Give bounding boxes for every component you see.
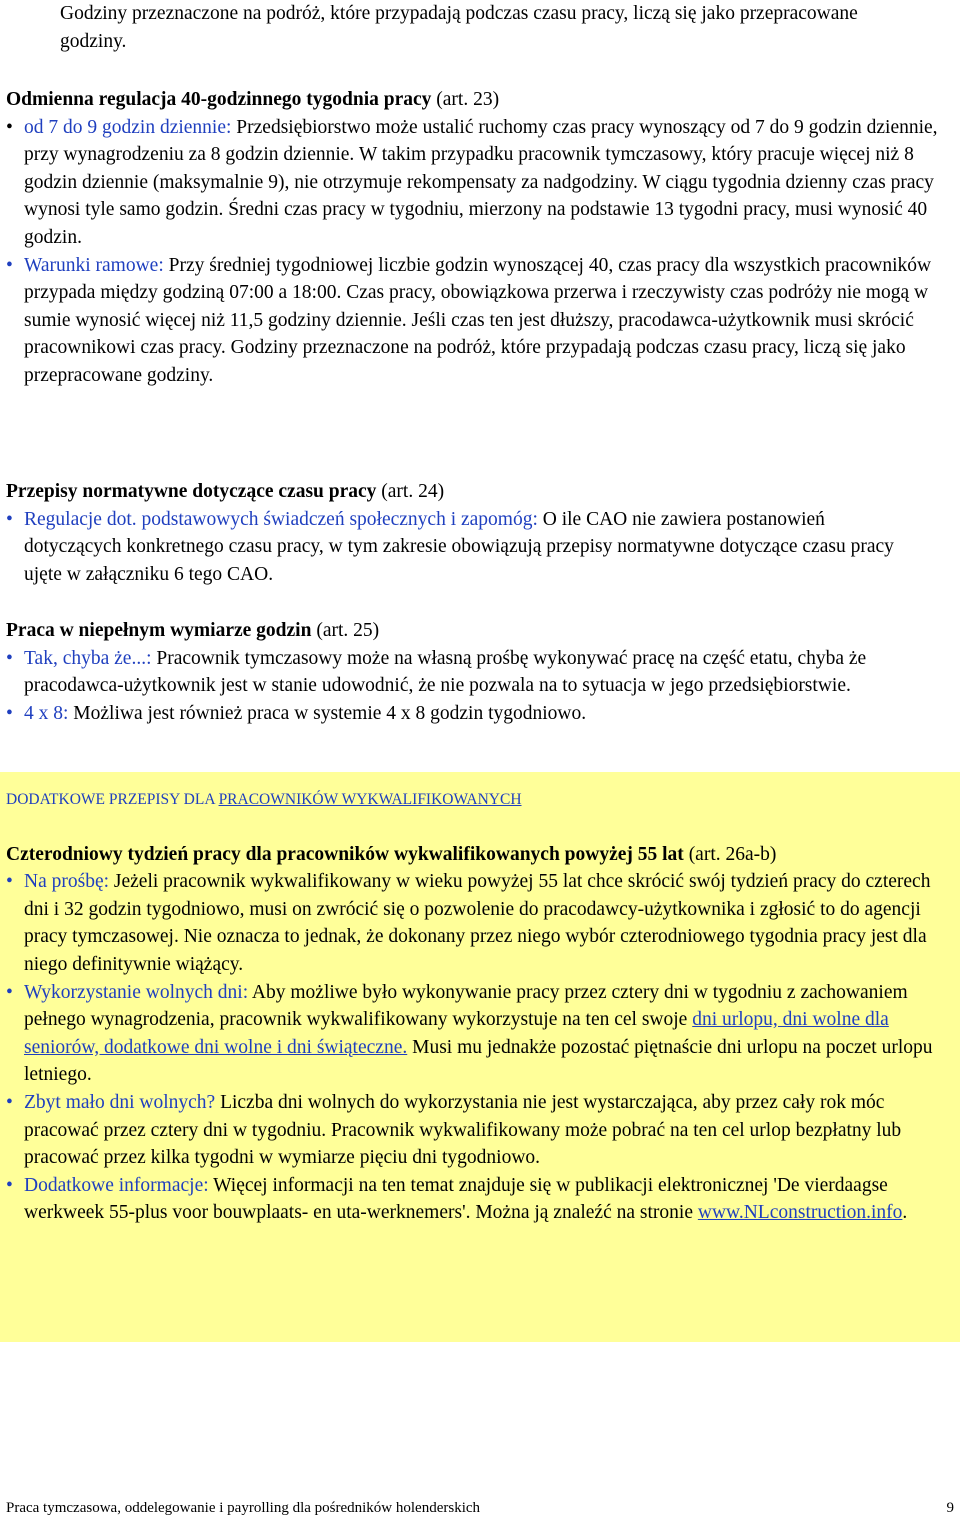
nlconstruction-link[interactable]: www.NLconstruction.info <box>697 1202 903 1224</box>
bullet-extra-3-text: Liczba dni wolnych do wykorzystania nie jest wystarczająca, aby przez cały rok móc pracować przez cztery dni w tygodniu. Pracownik wykwalifikowany może pobrać na ten cel urlop bezpłatny lub pracować przez kilka tygodni w wymiarze pięciu dni tygodniowo. <box>24 1091 902 1169</box>
intro-block <box>0 0 960 55</box>
bullet-dot: • <box>6 254 13 276</box>
bullet-art24-1-label: Regulacje dot. podstawowych świadczeń społecznych i zapomóg: <box>24 508 538 530</box>
extra-section-subheading <box>0 841 960 869</box>
section-art25 <box>0 617 960 727</box>
bullet-art25-2-label: 4 x 8: <box>24 702 69 724</box>
section-art24 <box>0 478 960 588</box>
bullet-art25-2 <box>2 700 960 728</box>
section-art25-heading <box>0 617 960 645</box>
bullet-extra-2-text-before: Aby możliwe było wykonywanie pracy przez cztery dni w tygodniu z zachowaniem pełnego wynagrodzenia, pracownik wykwalifikowany wykorzystuje na ten cel swoje <box>24 981 908 1031</box>
bullet-art23-1-text: Przedsiębiorstwo może ustalić ruchomy czas pracy wynoszący od 7 do 9 godzin dziennie, przy wynagrodzeniu za 8 godzin dziennie. W takim przypadku pracownik tymczasowy, który pracuje więcej niż 8 godzin dziennie (maksymalnie 9), nie otrzymuje rekompensaty za nadgodziny. W ciągu tygodnia dzienny czas pracy wynosi tyle samo godzin. Średni czas pracy w tygodniu, mierzony na podstawie 13 tygodni pracy, musi wynosić 40 godzin. <box>24 116 938 248</box>
bullet-dot: • <box>6 116 13 138</box>
section-art24-title: Przepisy normatywne dotyczące czasu pracy <box>6 481 377 502</box>
section-art23-heading <box>0 86 960 114</box>
section-art23-title: Odmienna regulacja 40-godzinnego tygodnia pracy <box>6 89 432 110</box>
extra-section-title <box>0 786 960 814</box>
section-art24-heading <box>0 478 960 506</box>
bullet-art25-2-text: Możliwa jest również praca w systemie 4 x 8 godzin tygodniowo. <box>73 702 587 724</box>
bullet-extra-1-label: Na prośbę: <box>24 871 110 893</box>
bullet-dot: • <box>6 508 13 530</box>
bullet-extra-2-text-after: Musi mu jednakże pozostać piętnaście dni urlopu na poczet urlopu letniego. <box>24 1036 933 1086</box>
extra-section-title-part2: PRACOWNIKÓW WYKWALIFIKOWANYCH <box>218 791 522 808</box>
section-art23 <box>0 86 960 390</box>
section-art23-article: (art. 23) <box>436 89 500 110</box>
bullet-extra-1-text: Jeżeli pracownik wykwalifikowany w wieku powyżej 55 lat chce skrócić swój tydzień pracy do czterech dni i 32 godzin tygodniowo, musi on zwrócić się o pozwolenie do pracodawcy-użytkownika i zgłosić to do agencji pracy tymczasowej. Nie oznacza to jednak, że dokonany przez niego wybór czterodniowego tygodnia pracy jest dla niego definitywnie wiążący. <box>24 871 931 975</box>
bullet-extra-4-text-before: Więcej informacji na ten temat znajduje się w publikacji elektronicznej 'De vierdaagse werkweek 55-plus voor bouwplaats- en uta-werknemers'. Można ją znaleźć na stronie <box>24 1174 888 1224</box>
bullet-art23-2 <box>2 252 960 390</box>
page-number: 9 <box>946 1500 954 1516</box>
bullet-dot: • <box>6 1174 13 1196</box>
footer-title: Praca tymczasowa, oddelegowanie i payrolling dla pośredników holenderskich <box>6 1500 481 1516</box>
bullet-art24-1 <box>2 506 960 589</box>
extra-section-article: (art. 26a-b) <box>688 843 777 865</box>
bullet-extra-4-label: Dodatkowe informacje: <box>24 1174 209 1196</box>
bullet-extra-2 <box>2 979 960 1089</box>
bullet-art24-1-text: O ile CAO nie zawiera postanowień dotyczących konkretnego czasu pracy, w tym zakresie obowiązują przepisy normatywne dotyczące czasu pracy ujęte w załączniku 6 tego CAO. <box>24 508 894 585</box>
page-footer <box>6 1498 954 1518</box>
extra-section <box>0 786 960 1227</box>
bullet-art23-2-label: Warunki ramowe: <box>24 254 164 276</box>
bullet-extra-4-text-after: . <box>902 1202 908 1224</box>
section-art24-article: (art. 24) <box>381 481 445 502</box>
bullet-art25-1-text: Pracownik tymczasowy może na własną prośbę wykonywać pracę na część etatu, chyba że pracodawca-użytkownik jest w stanie udowodnić, że nie pozwala na to sytuacja w jego przedsiębiorstwie. <box>24 647 867 697</box>
bullet-extra-3 <box>2 1089 960 1172</box>
bullet-dot: • <box>6 981 13 1003</box>
bullet-art23-2-text: Przy średniej tygodniowej liczbie godzin wynoszącej 40, czas pracy dla wszystkich pracowników przypada między godziną 07:00 a 18:00. Czas pracy, obowiązkowa przerwa i rzeczywisty czas podróży nie mogą w sumie wynosić więcej niż 11,5 godziny dziennie. Jeśli czas ten jest dłuższy, pracodawca-użytkownik musi skrócić pracownikowi czas pracy. Godziny przeznaczone na podróż, które przypadają podczas czasu pracy, liczą się jako przepracowane godziny. <box>24 254 932 386</box>
bullet-dot: • <box>6 1091 13 1113</box>
bullet-extra-3-label: Zbyt mało dni wolnych? <box>24 1091 216 1113</box>
bullet-extra-2-label: Wykorzystanie wolnych dni: <box>24 981 249 1003</box>
bullet-dot: • <box>6 647 13 669</box>
intro-text: Godziny przeznaczone na podróż, które przypadają podczas czasu pracy, liczą się jako przepracowane godziny. <box>60 3 858 52</box>
section-art25-article: (art. 25) <box>316 620 380 641</box>
bullet-art23-1 <box>2 114 960 252</box>
extra-section-subtitle: Czterodniowy tydzień pracy dla pracowników wykwalifikowanych powyżej 55 lat <box>6 843 684 865</box>
bullet-extra-1 <box>2 868 960 978</box>
holidays-link[interactable]: dni urlopu, dni wolne dla seniorów, dodatkowe dni wolne i dni świąteczne. <box>24 1009 889 1058</box>
extra-section-title-part1: DODATKOWE PRZEPISY DLA <box>6 791 215 808</box>
bullet-art23-1-label: od 7 do 9 godzin dziennie: <box>24 116 232 138</box>
section-art25-title: Praca w niepełnym wymiarze godzin <box>6 620 312 641</box>
bullet-dot: • <box>6 702 13 724</box>
bullet-extra-4 <box>2 1172 960 1227</box>
bullet-art25-1-label: Tak, chyba że...: <box>24 647 152 669</box>
bullet-art25-1 <box>2 645 960 700</box>
bullet-dot: • <box>6 871 13 893</box>
